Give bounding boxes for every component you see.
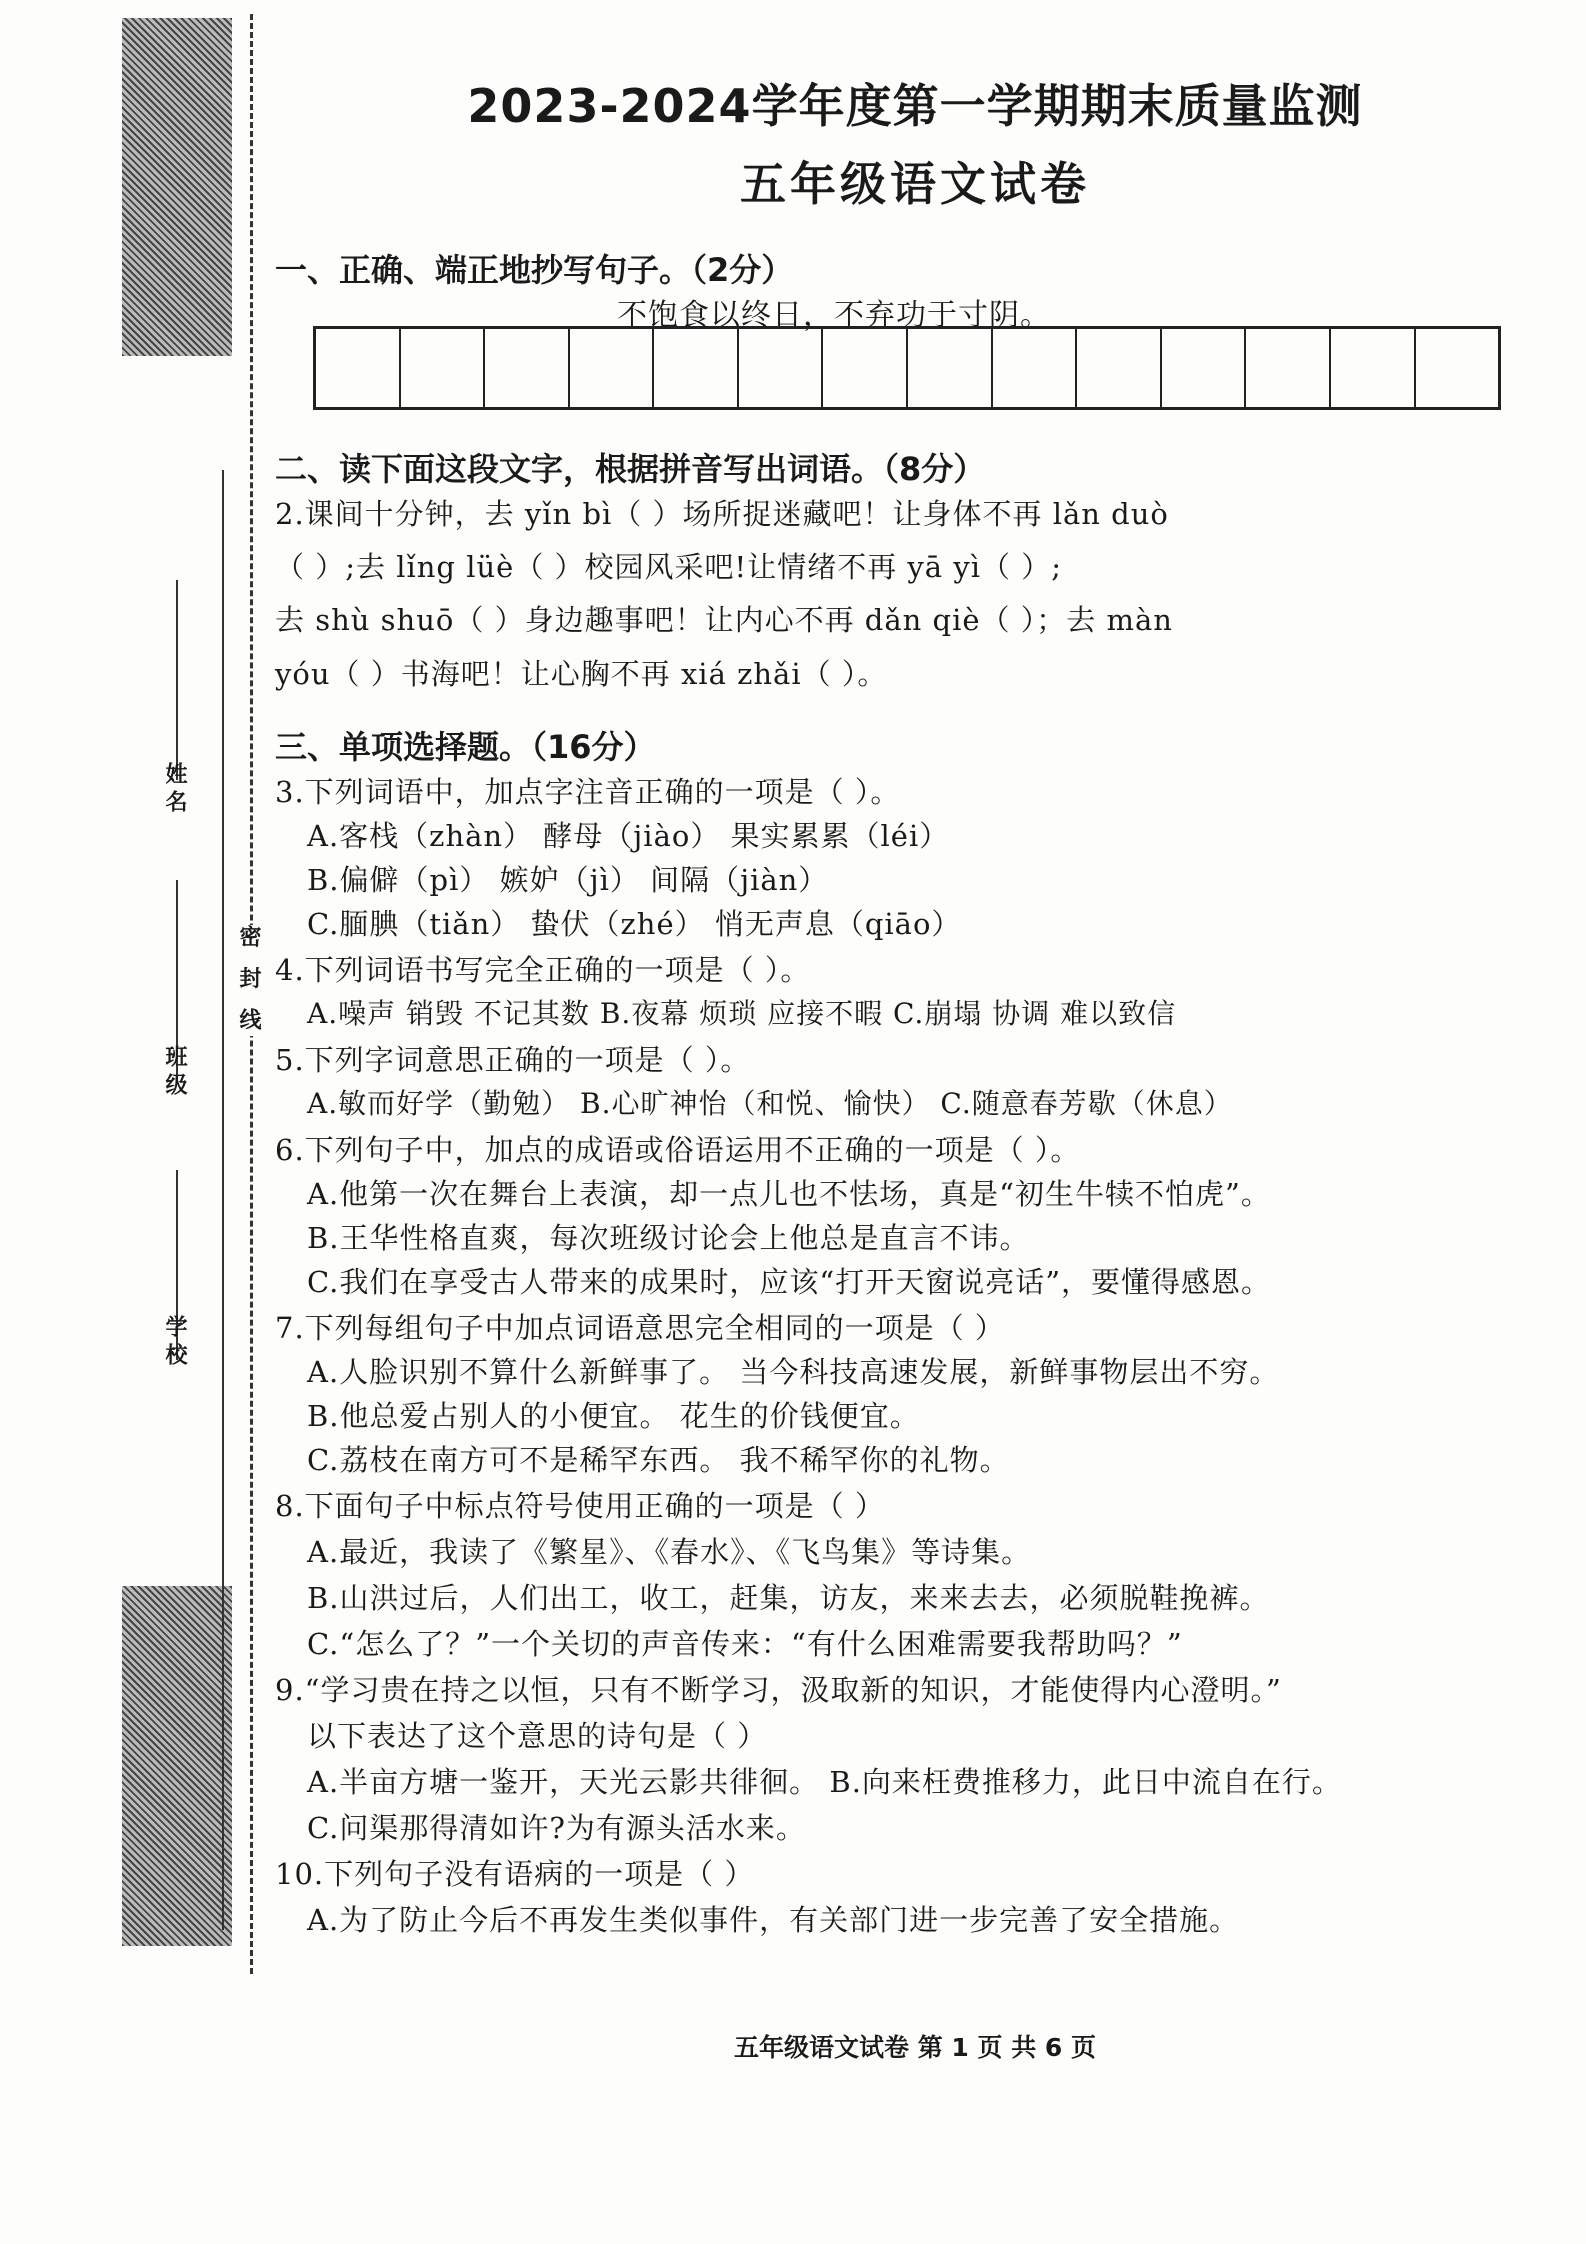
grid-cell[interactable] — [1162, 329, 1247, 407]
option-3a: A.客栈（zhàn） 酵母（jiào） 果实累累（léi） — [307, 819, 950, 853]
pinyin-line: yóu（ ）书海吧！让心胸不再 xiá zhǎi（ ）。 — [275, 657, 888, 691]
options-9ab: A.半亩方塘一鉴开，天光云影共徘徊。 B.向来枉费推移力，此日中流自在行。 — [307, 1765, 1342, 1799]
option-10a: A.为了防止今后不再发生类似事件，有关部门进一步完善了安全措施。 — [307, 1903, 1240, 1937]
option-3b: B.偏僻（pì） 嫉妒（jì） 间隔（jiàn） — [307, 863, 829, 897]
option-6c: C.我们在享受古人带来的成果时，应该“打开天窗说亮话”，要懂得感恩。 — [307, 1265, 1272, 1299]
option-3c: C.腼腆（tiǎn） 蛰伏（zhé） 悄无声息（qiāo） — [307, 907, 962, 941]
exam-subtitle: 五年级语文试卷 — [740, 157, 1090, 211]
page-footer: 五年级语文试卷 第 1 页 共 6 页 — [733, 2033, 1096, 2062]
grid-cell[interactable] — [993, 329, 1078, 407]
question-6: 6.下列句子中，加点的成语或俗语运用不正确的一项是（ ）。 — [275, 1133, 1081, 1167]
exam-title: 2023-2024学年度第一学期期末质量监测 — [467, 79, 1363, 133]
grid-cell[interactable] — [570, 329, 655, 407]
binding-margin — [0, 0, 265, 2244]
question-4: 4.下列词语书写完全正确的一项是（ ）。 — [275, 953, 811, 987]
grid-cell[interactable] — [654, 329, 739, 407]
options-4: A.噪声 销毁 不记其数 B.夜幕 烦琐 应接不暇 C.崩塌 协调 难以致信 — [307, 997, 1177, 1030]
grid-cell[interactable] — [1077, 329, 1162, 407]
grid-cell[interactable] — [823, 329, 908, 407]
exam-page — [265, 0, 1565, 2244]
grid-cell[interactable] — [485, 329, 570, 407]
question-9: 9.“学习贵在持之以恒，只有不断学习，汲取新的知识，才能使得内心澄明。” — [275, 1673, 1282, 1707]
margin-rule — [222, 470, 224, 1930]
question-5: 5.下列字词意思正确的一项是（ ）。 — [275, 1043, 751, 1077]
question-8: 8.下面句子中标点符号使用正确的一项是（ ） — [275, 1489, 885, 1523]
school-label: 学校 — [162, 1315, 188, 1371]
grid-cell[interactable] — [739, 329, 824, 407]
grid-cell[interactable] — [401, 329, 486, 407]
copy-sentence: 不饱食以终日，不弃功于寸阴。 — [617, 298, 1051, 333]
option-6a: A.他第一次在舞台上表演，却一点儿也不怯场，真是“初生牛犊不怕虎”。 — [307, 1177, 1271, 1211]
option-7a: A.人脸识别不算什么新鲜事了。 当今科技高速发展，新鲜事物层出不穷。 — [307, 1355, 1280, 1389]
seal-line-label: 密 封 线 — [234, 925, 265, 1036]
option-7c: C.荔枝在南方可不是稀罕东西。 我不稀罕你的礼物。 — [307, 1443, 1010, 1477]
option-9c: C.问渠那得清如许?为有源头活水来。 — [307, 1811, 806, 1845]
pinyin-line: （ ）;去 lǐng lüè（ ）校园风采吧!让情绪不再 yā yì（ ）; — [275, 550, 1062, 584]
copy-grid[interactable] — [313, 326, 1501, 410]
section2-heading: 二、读下面这段文字，根据拼音写出词语。（8分） — [275, 450, 986, 488]
option-7b: B.他总爱占别人的小便宜。 花生的价钱便宜。 — [307, 1399, 920, 1433]
section1-heading: 一、正确、端正地抄写句子。（2分） — [275, 251, 794, 289]
option-6b: B.王华性格直爽，每次班级讨论会上他总是直言不讳。 — [307, 1221, 1030, 1255]
pinyin-line: 2.课间十分钟，去 yǐn bì（ ）场所捉迷藏吧！让身体不再 lǎn duò — [275, 497, 1169, 531]
grid-cell[interactable] — [908, 329, 993, 407]
pinyin-line: 去 shù shuō（ ）身边趣事吧！让内心不再 dǎn qiè（ ）；去 màn — [275, 603, 1173, 637]
hatch-pattern-top — [122, 18, 232, 356]
class-label: 班级 — [162, 1045, 188, 1101]
grid-cell[interactable] — [1246, 329, 1331, 407]
question-9-prompt: 以下表达了这个意思的诗句是（ ） — [307, 1719, 768, 1753]
grid-cell[interactable] — [1331, 329, 1416, 407]
grid-cell[interactable] — [316, 329, 401, 407]
grid-cell[interactable] — [1416, 329, 1499, 407]
option-8b: B.山洪过后，人们出工，收工，赶集，访友，来来去去，必须脱鞋挽裤。 — [307, 1581, 1270, 1615]
question-3: 3.下列词语中，加点字注音正确的一项是（ ）。 — [275, 775, 901, 809]
question-10: 10.下列句子没有语病的一项是（ ） — [275, 1857, 755, 1891]
option-8a: A.最近，我读了《繁星》、《春水》、《飞鸟集》等诗集。 — [307, 1535, 1032, 1569]
name-fill-line — [176, 580, 178, 780]
options-5: A.敏而好学（勤勉） B.心旷神怡（和悦、愉快） C.随意春芳歇（休息） — [307, 1087, 1233, 1120]
option-8c: C.“怎么了？”一个关切的声音传来：“有什么困难需要我帮助吗？” — [307, 1627, 1183, 1661]
section3-heading: 三、单项选择题。（16分） — [275, 728, 656, 766]
name-label: 姓名 — [162, 762, 188, 818]
hatch-pattern-bottom — [122, 1586, 232, 1946]
question-7: 7.下列每组句子中加点词语意思完全相同的一项是（ ） — [275, 1311, 1005, 1345]
